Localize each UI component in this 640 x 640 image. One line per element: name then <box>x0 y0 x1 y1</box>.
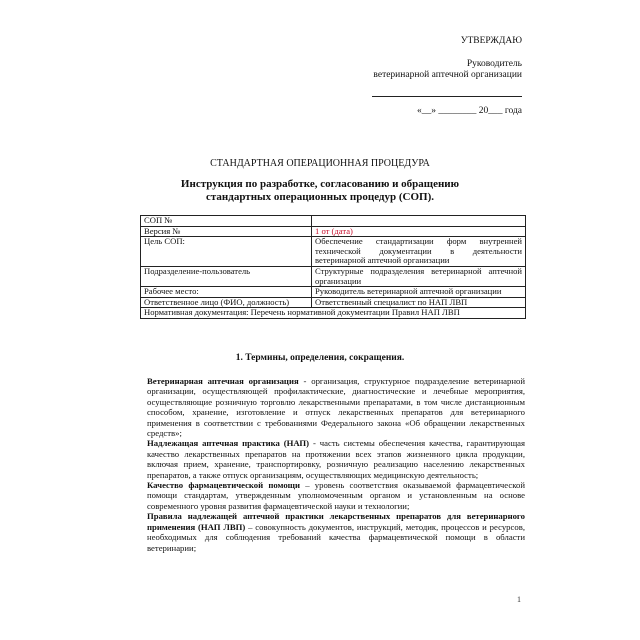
definition-item <box>147 376 525 438</box>
row-label: Ответственное лицо (ФИО, должность) <box>141 297 312 308</box>
row-label: Цель СОП: <box>141 237 312 267</box>
page-number: 1 <box>517 595 521 604</box>
table-row <box>141 216 526 227</box>
definition-text: - часть системы обеспечения качества, гарантирующая качество лекарственных препаратов на протяжении всех этапов жизненного цикла продукции, включая прием, хранение, транспортировку, розничную реализацию населению лекарственных препаратов, а также отпуск организациям, осуществляющих медицинскую деятельность; <box>147 438 526 480</box>
approve-heading: УТВЕРЖДАЮ <box>460 36 522 46</box>
row-value: Руководитель ветеринарной аптечной организации <box>312 287 526 298</box>
table-row <box>141 237 526 267</box>
table-row <box>141 287 526 298</box>
row-value <box>312 216 526 227</box>
regulatory-docs-cell: Нормативная документация: Перечень нормативной документации Правил НАП ЛВП <box>141 308 526 319</box>
row-value: Ответственный специалист по НАП ЛВП <box>312 297 526 308</box>
version-value: 1 от (дата) <box>312 226 526 237</box>
definition-term: Надлежащая аптечная практика (НАП) <box>147 438 310 449</box>
table-row <box>141 226 526 237</box>
row-label: Рабочее место: <box>141 287 312 298</box>
document-title: СТАНДАРТНАЯ ОПЕРАЦИОННАЯ ПРОЦЕДУРА <box>210 158 430 169</box>
definition-term: Качество фармацевтической помощи <box>147 480 301 491</box>
definition-item <box>147 480 525 511</box>
sop-info-table <box>140 215 526 319</box>
row-label: Подразделение-пользователь <box>141 266 312 286</box>
definition-item <box>147 511 525 553</box>
row-value: Обеспечение стандартизации форм внутренней технической документации в деятельности ветеринарной аптечной организации <box>312 237 526 267</box>
section-heading: 1. Термины, определения, сокращения. <box>235 353 405 363</box>
definition-term: Ветеринарная аптечная организация <box>147 376 299 386</box>
approver-role-line1: Руководитель <box>466 58 522 69</box>
definition-term: Правила надлежащей аптечной практики лекарственных препаратов для ветеринарного применения (НАП ЛВП) <box>147 511 525 532</box>
table-footer-row <box>141 308 526 319</box>
approval-date-line: «__» ________ 20___ года <box>416 105 522 116</box>
approval-block <box>372 36 522 117</box>
definitions-list <box>147 376 525 553</box>
table-row <box>141 266 526 286</box>
approver-role-line2: ветеринарной аптечной организации <box>373 70 522 80</box>
definition-item <box>147 438 525 480</box>
definition-text: - организация, структурное подразделение ветеринарной организации, осуществляющей профилактические, диагностические и лечебные мероприятия, осуществляющие розничную торговлю лекарственными препаратами, в том числе дистанционным способом, хранение, изготовление и отпуск лекарственных препаратов для ветеринарного применения в соответствии с требованиями Федерального закона «Об обращении лекарственных средств»; <box>147 376 526 439</box>
row-value: Структурные подразделения ветеринарной аптечной организации <box>312 266 526 286</box>
document-subtitle: Инструкция по разработке, согласованию и обращению стандартных операционных процедур (СОП). <box>180 178 460 203</box>
table-row <box>141 297 526 308</box>
definition-text: – уровень соответствия оказываемой фармацевтической помощи стандартам, утвержденным уполномоченным органом и установленным на основе современного уровня развития фармацевтической науки и технологии; <box>147 480 525 511</box>
row-label: СОП № <box>141 216 312 227</box>
definition-text: – совокупность документов, инструкций, методик, процессов и ресурсов, необходимых для соблюдения требований качества фармацевтической помощи в области ветеринарии; <box>147 521 525 553</box>
row-label: Версия № <box>141 226 312 237</box>
signature-line <box>372 96 522 97</box>
